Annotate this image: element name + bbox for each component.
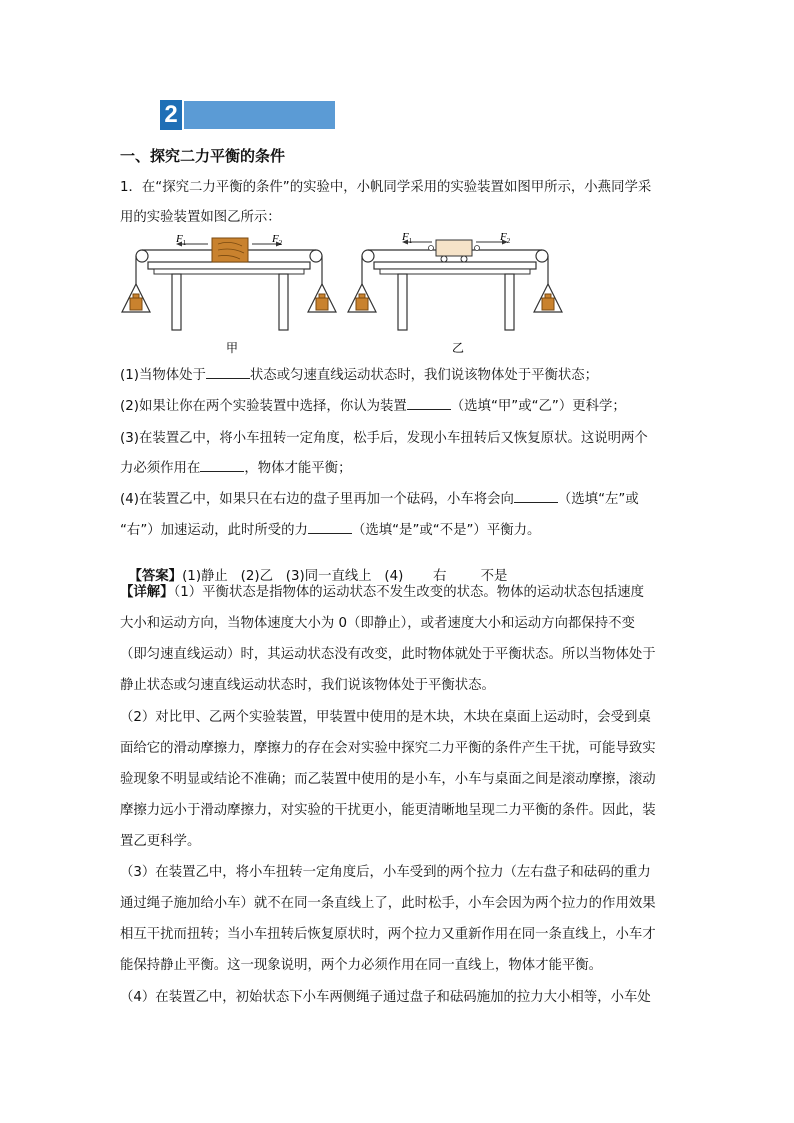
- force-label-f1-right: $F_1$: [402, 231, 413, 245]
- force-label-f2-left: $F_2$: [272, 233, 283, 247]
- experiment-figure: [120, 228, 580, 358]
- figure-label-left: 甲: [225, 341, 239, 355]
- detail-line-1: 【详解】（1）平衡状态是指物体的运动状态不发生改变的状态。物体的运动状态包括速度: [120, 585, 645, 600]
- question-stem-line-2: 用的实验装置如图乙所示：: [120, 210, 281, 225]
- detail-line-11: 通过绳子施加给小车）就不在同一条直线上了，此时松手，小车会因为两个拉力的作用效果: [120, 896, 656, 911]
- apparatus-right: [348, 240, 562, 331]
- answer-blank: [407, 397, 451, 410]
- section-banner: [160, 99, 335, 132]
- part-3-line-1: (3)在装置乙中，将小车扭转一定角度，松手后，发现小车扭转后又恢复原状。这说明两个: [120, 431, 648, 446]
- part-4-line-2: “右”）加速运动，此时所受的力 （选填“是”或“不是”）平衡力。: [120, 523, 541, 538]
- answer-blank: [200, 459, 244, 472]
- detail-label: 【详解】: [120, 585, 174, 600]
- detail-line-4: 静止状态或匀速直线运动状态时，我们说该物体处于平衡状态。: [120, 678, 495, 693]
- answer-blank: [206, 366, 250, 379]
- question-stem-line-1: 1．在“探究二力平衡的条件”的实验中，小帆同学采用的实验装置如图甲所示，小燕同学采: [120, 180, 652, 195]
- part-1: (1)当物体处于 状态或匀速直线运动状态时，我们说该物体处于平衡状态；: [120, 368, 599, 383]
- wood-block: [212, 238, 248, 262]
- detail-line-8: 摩擦力远小于滑动摩擦力，对实验的干扰更小，能更清晰地呈现二力平衡的条件。因此，装: [120, 803, 656, 818]
- answer-line: [120, 550, 507, 584]
- detail-line-9: 置乙更科学。: [120, 834, 201, 849]
- detail-line-12: 相互干扰而扭转；当小车扭转后恢复原状时，两个拉力又重新作用在同一条直线上，小车才: [120, 927, 656, 942]
- section-title: 一、探究二力平衡的条件: [120, 147, 286, 165]
- detail-line-7: 验现象不明显或结论不准确；而乙装置中使用的是小车，小车与桌面之间是滚动摩擦，滚动: [120, 772, 656, 787]
- part-2: (2)如果让你在两个实验装置中选择，你认为装置 （选填“甲”或“乙”）更科学；: [120, 399, 626, 414]
- detail-line-2: 大小和运动方向，当物体速度大小为 0（即静止），或者速度大小和运动方向都保持不变: [120, 616, 635, 631]
- part-3-line-2: 力必须作用在 ，物体才能平衡；: [120, 461, 352, 476]
- part-4-line-1: (4)在装置乙中，如果只在右边的盘子里再加一个砝码，小车将会向 （选填“左”或: [120, 492, 639, 507]
- answer-blank: [308, 521, 352, 534]
- apparatus-left: [122, 238, 336, 330]
- banner-number: 2: [160, 100, 182, 130]
- detail-line-3: （即匀速直线运动）时，其运动状态没有改变，此时物体就处于平衡状态。所以当物体处于: [120, 647, 656, 662]
- banner-bar: [184, 101, 335, 129]
- detail-line-6: 面给它的滑动摩擦力，摩擦力的存在会对实验中探究二力平衡的条件产生干扰，可能导致实: [120, 741, 656, 756]
- figure-label-right: 乙: [451, 341, 465, 355]
- detail-line-14: （4）在装置乙中，初始状态下小车两侧绳子通过盘子和砝码施加的拉力大小相等，小车处: [120, 990, 651, 1005]
- force-label-f1-left: $F_1$: [176, 233, 187, 247]
- answer-text: (1)静止 (2)乙 (3)同一直线上 (4) 右 不是: [182, 569, 508, 584]
- toy-cart: [436, 240, 472, 256]
- force-label-f2-right: $F_2$: [500, 231, 511, 245]
- detail-line-10: （3）在装置乙中，将小车扭转一定角度后，小车受到的两个拉力（左右盘子和砝码的重力: [120, 865, 651, 880]
- answer-label: 【答案】: [128, 569, 183, 584]
- detail-line-5: （2）对比甲、乙两个实验装置，甲装置中使用的是木块，木块在桌面上运动时，会受到桌: [120, 710, 651, 725]
- detail-line-13: 能保持静止平衡。这一现象说明，两个力必须作用在同一直线上，物体才能平衡。: [120, 958, 603, 973]
- answer-blank: [514, 490, 558, 503]
